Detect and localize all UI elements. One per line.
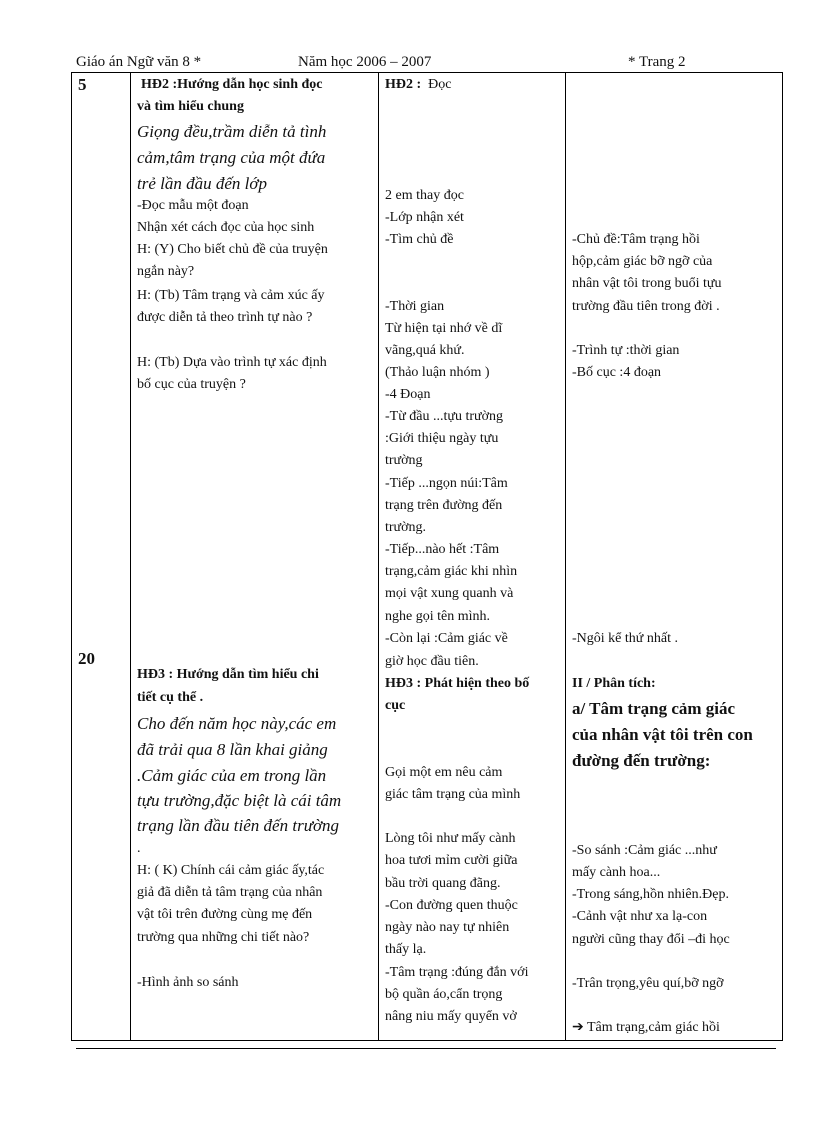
conclusion-row [572, 1018, 720, 1038]
intro-2: đã trải qua 8 lần khai giảng [137, 740, 328, 759]
student-line: :Giới thiệu ngày tựu [385, 431, 499, 446]
question-4c: vật tôi trên đường cùng mẹ đến [137, 907, 313, 922]
student-line: Lòng tôi như mấy cành [385, 831, 516, 846]
read-sample: -Đọc mẫu một đoạn [137, 198, 249, 213]
student-line: giác tâm trạng của mình [385, 787, 521, 802]
student-line: Gọi một em nêu cảm [385, 765, 503, 780]
header-year: Năm học 2006 – 2007 [298, 54, 432, 70]
student-line: -Tiếp ...ngọn núi:Tâm [385, 476, 508, 491]
student-line: -Lớp nhận xét [385, 210, 464, 225]
student-activity-column [379, 73, 566, 1041]
student-line: vãng,quá khứ. [385, 343, 465, 358]
section-a-title-2: của nhân vật tôi trên con [572, 725, 753, 744]
student-line: (Thảo luận nhóm ) [385, 365, 490, 380]
student-line: trạng trên đường đến [385, 498, 503, 513]
hd3-student-2: cục [385, 698, 406, 713]
content-line: -So sánh :Cảm giác ...như [572, 843, 717, 858]
image-compare: -Hình ảnh so sánh [137, 975, 239, 990]
student-line: hoa tươi mỉm cười giữa [385, 853, 518, 868]
intro-5: trạng lần đầu tiên đến trường [137, 816, 340, 835]
content-line: -Trân trọng,yêu quí,bỡ ngỡ [572, 976, 724, 991]
student-line: -Thời gian [385, 299, 445, 314]
content-line: trường đầu tiên trong đời . [572, 299, 720, 314]
content-line: nhân vật tôi trong buổi tựu [572, 276, 722, 291]
question-1b: ngắn này? [137, 264, 195, 279]
bottom-rule [76, 1048, 776, 1049]
student-line: -Còn lại :Cảm giác về [385, 631, 508, 646]
intro-1: Cho đến năm học này,các em [137, 714, 337, 733]
student-line: nâng niu mấy quyển vở [385, 1009, 517, 1024]
header-subject: Giáo án Ngữ văn 8 * [76, 54, 202, 70]
question-1a: H: (Y) Cho biết chủ đề của truyện [137, 242, 328, 257]
student-line: bầu trời quang đãng. [385, 876, 501, 891]
conclusion-text: Tâm trạng,cảm giác hồi [586, 1020, 720, 1035]
student-line: 2 em thay đọc [385, 188, 464, 203]
content-line: -Bố cục :4 đoạn [572, 365, 662, 380]
question-4a: H: ( K) Chính cái cảm giác ấy,tác [137, 863, 325, 878]
student-line: -4 Đoạn [385, 387, 431, 402]
section-a-title-1: a/ Tâm trạng cảm giác [572, 699, 736, 718]
question-2b: được diễn tả theo trình tự nào ? [137, 310, 313, 325]
content-line: -Ngôi kể thứ nhất . [572, 631, 678, 646]
student-line: -Tâm trạng :đúng đắn với [385, 965, 529, 980]
student-line: bộ quần áo,cẩn trọng [385, 987, 503, 1002]
student-line: -Con đường quen thuộc [385, 898, 518, 913]
lesson-plan-table [71, 72, 783, 1041]
student-line: -Từ đầu ...tựu trường [385, 409, 504, 424]
student-line: thấy lạ. [385, 942, 427, 957]
voice-note-1: Giọng đều,trầm diễn tả tình [137, 122, 327, 141]
content-line: mấy cành hoa... [572, 865, 661, 880]
time-5: 5 [78, 75, 87, 94]
question-4d: trường qua những chi tiết nào? [137, 930, 310, 945]
content-line: người cũng thay đổi –đi học [572, 932, 730, 947]
student-line: nghe gọi tên mình. [385, 609, 490, 624]
hd3-title-2: tiết cụ thể . [137, 690, 204, 705]
student-line: trường. [385, 520, 427, 535]
comment-reading: Nhận xét cách đọc của học sinh [137, 220, 315, 235]
question-3a: H: (Tb) Dựa vào trình tự xác định [137, 355, 327, 370]
time-20: 20 [78, 649, 95, 668]
student-line: ngày nào nay tự nhiên [385, 920, 510, 935]
intro-3: .Cảm giác của em trong lần [137, 766, 327, 785]
hd2-read: Đọc [428, 77, 452, 92]
question-2a: H: (Tb) Tâm trạng và cảm xúc ấy [137, 288, 325, 303]
hd3-student-1: HĐ3 : Phát hiện theo bố [385, 676, 530, 691]
student-line: giờ học đầu tiên. [385, 654, 479, 669]
content-line: -Cảnh vật như xa lạ-con [572, 909, 708, 924]
question-3b: bố cục của truyện ? [137, 377, 246, 392]
question-4b: giả đã diễn tả tâm trạng của nhân [137, 885, 323, 900]
teacher-activity-column [131, 73, 379, 1041]
intro-4: tựu trường,đặc biệt là cái tâm [137, 791, 342, 810]
content-line: -Chủ đề:Tâm trạng hồi [572, 232, 700, 247]
intro-6: . [137, 841, 141, 856]
student-line: mọi vật xung quanh và [385, 586, 514, 601]
content-line: -Trong sáng,hồn nhiên.Đẹp. [572, 887, 729, 902]
hd2-title-2: và tìm hiểu chung [137, 99, 244, 114]
student-line: trạng,cảm giác khi nhìn [385, 564, 518, 579]
student-line: -Tìm chủ đề [385, 232, 454, 247]
voice-note-2: cảm,tâm trạng của một đứa [137, 148, 326, 167]
content-column [566, 73, 783, 1041]
hd3-title-1: HĐ3 : Hướng dẫn tìm hiểu chi [137, 667, 319, 682]
student-line: -Tiếp...nào hết :Tâm [385, 542, 500, 557]
hd2-label: HĐ2 : [385, 77, 422, 92]
student-line: Từ hiện tại nhớ về dĩ [385, 321, 503, 336]
page-header [76, 52, 696, 72]
content-line: -Trình tự :thời gian [572, 343, 680, 358]
header-page: * Trang 2 [628, 54, 686, 70]
student-line: trường [385, 453, 423, 468]
section-a-title-3: đường đến trường: [572, 751, 711, 770]
hd2-read-row [385, 75, 452, 95]
content-line: hộp,cảm giác bỡ ngỡ của [572, 254, 713, 269]
arrow-icon: ➔ [572, 1020, 584, 1035]
time-column [72, 73, 131, 1041]
hd2-title-1: HĐ2 :Hướng dẫn học sinh đọc [141, 77, 323, 92]
analysis-heading: II / Phân tích: [572, 676, 656, 691]
voice-note-3: trẻ lần đầu đến lớp [137, 174, 267, 193]
